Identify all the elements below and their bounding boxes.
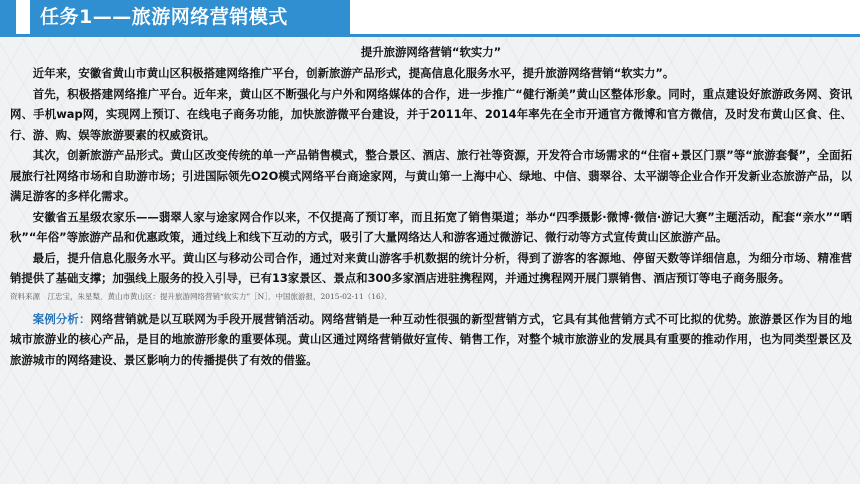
slide-content bbox=[10, 42, 852, 370]
source-citation: 资料来源 江忠宝，朱星梨．黄山市黄山区：提升旅游网络营销“软实力”［N］．中国旅游报，2015-02-11（16）． bbox=[10, 291, 393, 301]
header-accent bbox=[0, 0, 16, 34]
article-paragraph: 近年来，安徽省黄山市黄山区积极搭建网络推广平台，创新旅游产品形式，提高信息化服务水平，提升旅游网络营销“软实力”。 bbox=[32, 66, 675, 80]
article-title: 提升旅游网络营销“软实力” bbox=[360, 45, 502, 59]
header-rule bbox=[0, 34, 860, 37]
article-paragraph: 其次，创新旅游产品形式。黄山区改变传统的单一产品销售模式，整合景区、酒店、旅行社等资源，开发符合市场需求的“住宿+景区门票”等“旅游套餐”，全面拓展旅行社网络市场和自助游市场；引进国际领先O2O模式网络平台商途家网，与黄山第一上海中心、绿地、中信、翡翠谷、太平湖等企业合作开发新业态旅游产品，以满足游客的多样化需求。 bbox=[10, 148, 852, 203]
article-paragraph: 最后，提升信息化服务水平。黄山区与移动公司合作，通过对来黄山游客手机数据的统计分析，得到了游客的客源地、停留天数等详细信息，为细分市场、精准营销提供了基础支撑；加强线上服务的投入引导，已有13家景区、景点和300多家酒店进驻携程网，并通过携程网开展门票销售、酒店预订等电子商务服务。 bbox=[10, 250, 852, 285]
header-bar bbox=[0, 0, 860, 34]
article-paragraph: 首先，积极搭建网络推广平台。近年来，黄山区不断强化与户外和网络媒体的合作，进一步推广“健行渐美”黄山区整体形象。同时，重点建设好旅游政务网、资讯网、手机wap网，实现网上预订、在线电子商务功能，加快旅游微平台建设，并于2011年、2014年率先在全市开通官方微博和官方微信，及时发布黄山区食、住、行、游、购、娱等旅游要素的权威资讯。 bbox=[10, 86, 852, 142]
case-analysis-label: 案例分析： bbox=[32, 311, 91, 326]
case-analysis-text: 网络营销就是以互联网为手段开展营销活动。网络营销是一种互动性很强的新型营销方式，它具有其他营销方式不可比拟的优势。旅游景区作为目的地城市旅游业的核心产品，是目的地旅游形象的重要体现。黄山区通过网络营销做好宣传、销售工作，对整个城市旅游业的发展具有重要的推动作用，也为同类型景区及旅游城市的网络建设、景区影响力的传播提供了有效的借鉴。 bbox=[10, 311, 852, 367]
page-title: 任务1——旅游网络营销模式 bbox=[40, 6, 288, 28]
case-analysis bbox=[10, 309, 852, 371]
article-paragraph: 安徽省五星级农家乐——翡翠人家与途家网合作以来，不仅提高了预订率，而且拓宽了销售渠道；举办“四季摄影·微博·微信·游记大赛”主题活动，配套“亲水”“晒秋”“年俗”等旅游产品和优惠政策，通过线上和线下互动的方式，吸引了大量网络达人和游客通过微游记、微行动等方式宣传黄山区旅游产品。 bbox=[10, 209, 852, 244]
